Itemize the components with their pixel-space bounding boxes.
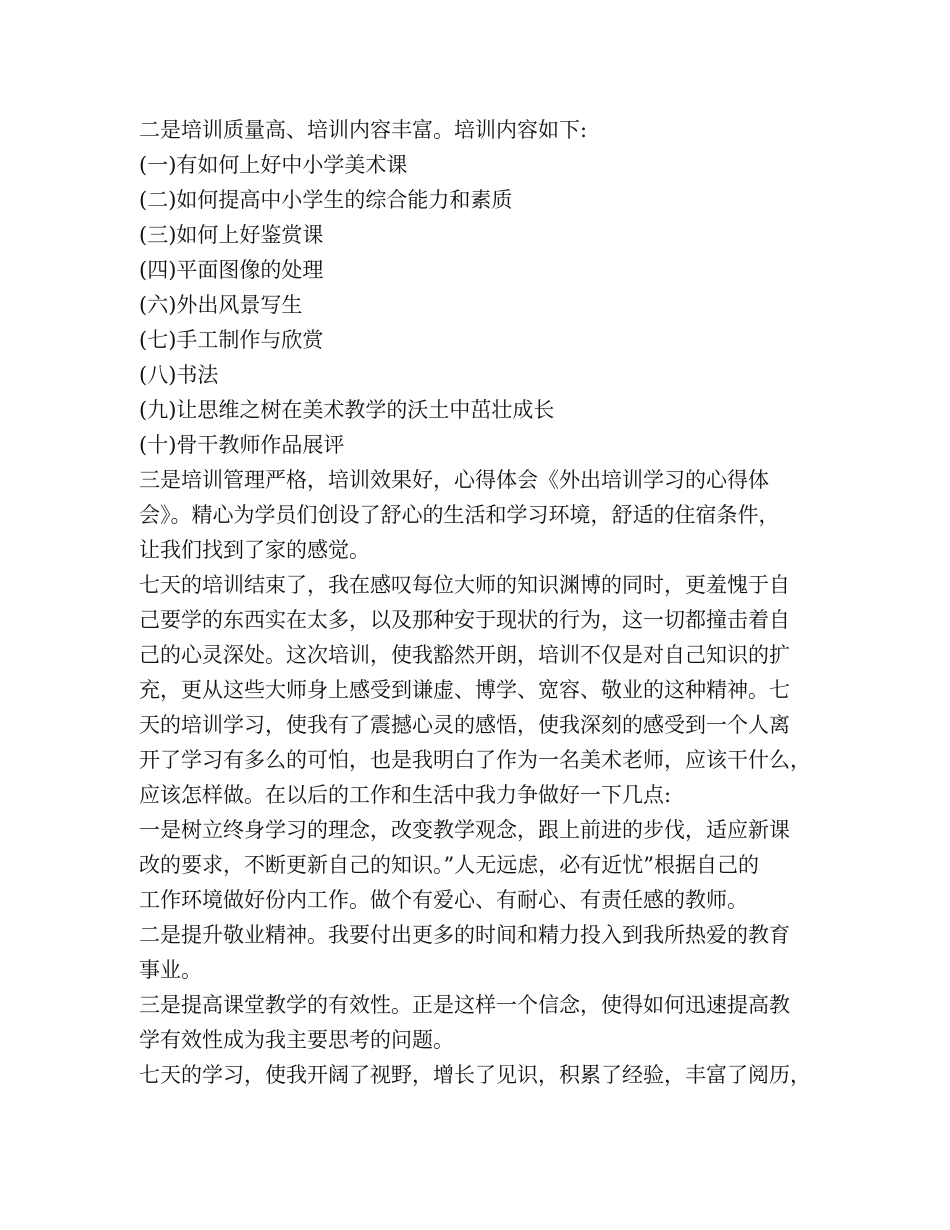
text-line: 己的心灵深处。这次培训，使我豁然开朗，培训不仅是对自己知识的扩 (139, 643, 790, 667)
text-line: 二是提升敬业精神。我要付出更多的时间和精力投入到我所热爱的教育 (139, 923, 790, 947)
list-item: (八)书法 (139, 363, 219, 387)
text-line: 学有效性成为我主要思考的问题。 (139, 1028, 454, 1052)
text-line: 事业。 (139, 958, 202, 982)
text-line: 三是提高课堂教学的有效性。正是这样一个信念，使得如何迅速提高教 (139, 993, 790, 1017)
text-line: 改的要求，不断更新自己的知识。”人无远虑，必有近忧”根据自己的 (139, 853, 759, 877)
text-line: 己要学的东西实在太多，以及那种安于现状的行为，这一切都撞击着自 (139, 608, 790, 632)
list-item: (三)如何上好鉴赏课 (139, 223, 324, 247)
list-item: (九)让思维之树在美术教学的沃土中茁壮成长 (139, 398, 555, 422)
list-item: (一)有如何上好中小学美术课 (139, 153, 408, 177)
document-body (139, 113, 819, 1093)
text-line: 七天的培训结束了，我在感叹每位大师的知识渊博的同时，更羞愧于自 (139, 573, 790, 597)
text-line: 让我们找到了家的感觉。 (139, 538, 370, 562)
list-item: (四)平面图像的处理 (139, 258, 324, 282)
text-line: 会》。精心为学员们创设了舒心的生活和学习环境，舒适的住宿条件， (139, 503, 780, 527)
text-line: 一是树立终身学习的理念，改变教学观念，跟上前进的步伐，适应新课 (139, 818, 790, 842)
text-line: 天的培训学习，使我有了震撼心灵的感悟，使我深刻的感受到一个人离 (139, 713, 790, 737)
list-item: (六)外出风景写生 (139, 293, 303, 317)
text-line: 应该怎样做。在以后的工作和生活中我力争做好一下几点: (139, 783, 672, 807)
text-line: 二是培训质量高、培训内容丰富。培训内容如下: (139, 118, 588, 142)
list-item: (七)手工制作与欣赏 (139, 328, 324, 352)
text-line: 三是培训管理严格，培训效果好，心得体会《外出培训学习的心得体 (139, 468, 769, 492)
list-item: (十)骨干教师作品展评 (139, 433, 345, 457)
text-line: 七天的学习，使我开阔了视野，增长了见识，积累了经验，丰富了阅历， (139, 1063, 811, 1087)
text-line: 充，更从这些大师身上感受到谦虚、博学、宽容、敬业的这种精神。七 (139, 678, 790, 702)
text-line: 工作环境做好份内工作。做个有爱心、有耐心、有责任感的教师。 (139, 888, 748, 912)
list-item: (二)如何提高中小学生的综合能力和素质 (139, 188, 513, 212)
text-line: 开了学习有多么的可怕，也是我明白了作为一名美术老师，应该干什么， (139, 748, 811, 772)
